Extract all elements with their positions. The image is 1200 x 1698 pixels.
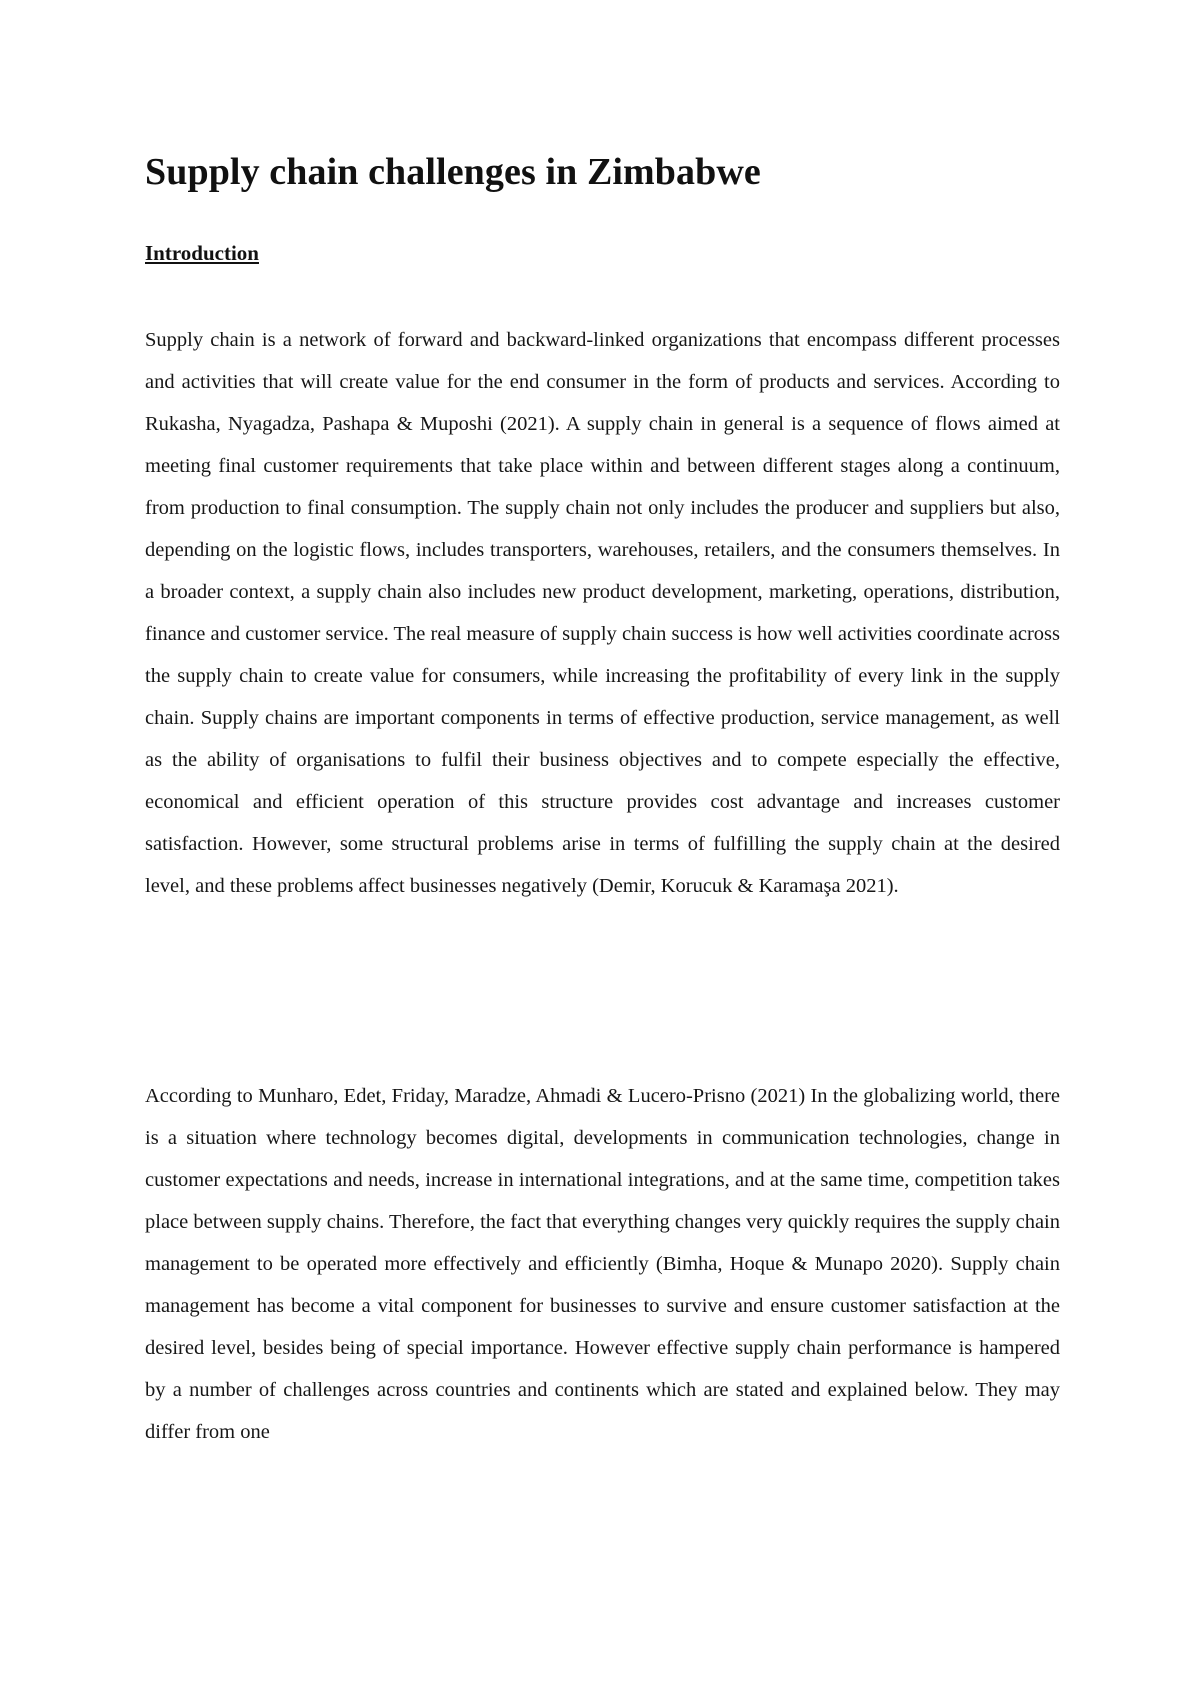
document-title: Supply chain challenges in Zimbabwe <box>145 151 761 193</box>
body-paragraph: According to Munharo, Edet, Friday, Maradze, Ahmadi & Lucero-Prisno (2021) In the globalizing world, there is a situation where technology becomes digital, developments in communication technologies, change in customer expectations and needs, increase in international integrations, and at the same time, competition takes place between supply chains. Therefore, the fact that everything changes very quickly requires the supply chain management to be operated more effectively and efficiently (Bimha, Hoque & Munapo 2020). Supply chain management has become a vital component for businesses to survive and ensure customer satisfaction at the desired level, besides being of special importance. However effective supply chain performance is hampered by a number of challenges across countries and continents which are stated and explained below. They may differ from one <box>145 1085 1060 1443</box>
body-paragraph: Supply chain is a network of forward and backward-linked organizations that encompass different processes and activities that will create value for the end consumer in the form of products and services. According to Rukasha, Nyagadza, Pashapa & Muposhi (2021). A supply chain in general is a sequence of flows aimed at meeting final customer requirements that take place within and between different stages along a continuum, from production to final consumption. The supply chain not only includes the producer and suppliers but also, depending on the logistic flows, includes transporters, warehouses, retailers, and the consumers themselves. In a broader context, a supply chain also includes new product development, marketing, operations, distribution, finance and customer service. The real measure of supply chain success is how well activities coordinate across the supply chain to create value for consumers, while increasing the profitability of every link in the supply chain. Supply chains are important components in terms of effective production, service management, as well as the ability of organisations to fulfil their business objectives and to compete especially the effective, economical and efficient operation of this structure provides cost advantage and increases customer satisfaction. However, some structural problems arise in terms of fulfilling the supply chain at the desired level, and these problems affect businesses negatively (Demir, Korucuk & Karamaşa 2021). <box>145 329 1060 897</box>
section-heading-introduction: Introduction <box>145 241 259 265</box>
